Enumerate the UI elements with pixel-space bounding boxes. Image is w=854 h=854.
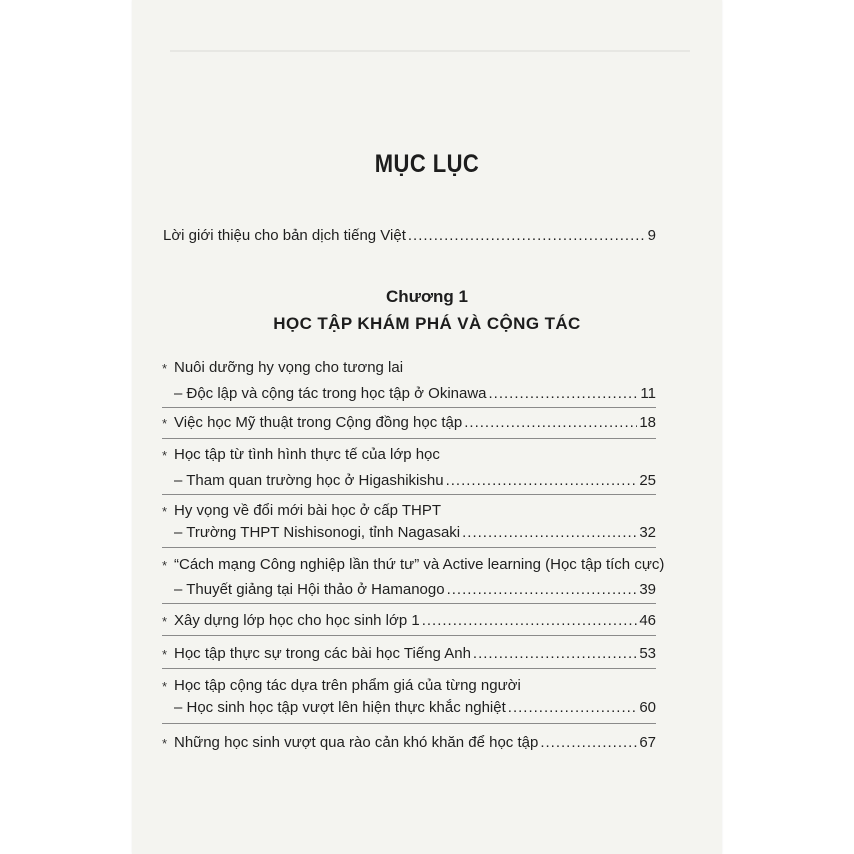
entry-page: 46 [639, 612, 656, 629]
entry-page: 53 [639, 645, 656, 662]
entry-divider [162, 603, 656, 604]
entry-divider [162, 438, 656, 439]
entry-page: 32 [639, 524, 656, 541]
entry-page: 67 [639, 734, 656, 751]
entry-divider [162, 635, 656, 636]
toc-entry-9 [174, 733, 656, 753]
entry-divider [162, 668, 656, 669]
dot-leader [447, 580, 638, 600]
entry-page: 18 [639, 414, 656, 431]
entry-page: 39 [639, 581, 656, 598]
bleed-through-header [170, 50, 690, 52]
toc-entry-7 [174, 644, 656, 664]
toc-entry-4-line2 [174, 523, 656, 543]
toc-entry-2 [174, 413, 656, 433]
entry-title: Những học sinh vượt qua rào cản khó khăn để học tập [174, 734, 539, 751]
bullet-icon: * [162, 679, 168, 694]
entry-subtitle: – Học sinh học tập vượt lên hiện thực khắc nghiệt [174, 699, 506, 716]
toc-entry-1-line1: Nuôi dưỡng hy vọng cho tương lai [174, 359, 404, 376]
entry-divider [162, 407, 656, 408]
dot-leader [489, 384, 639, 404]
entry-page: 11 [640, 385, 656, 402]
dot-leader [462, 523, 637, 543]
entry-page: 25 [639, 472, 656, 489]
preface-entry [163, 226, 656, 246]
entry-title: Việc học Mỹ thuật trong Cộng đồng học tập [174, 414, 463, 431]
toc-entry-5-line1: “Cách mạng Công nghiệp lần thứ tư” và Active learning (Học tập tích cực) [174, 556, 665, 573]
toc-entry-3-line1: Học tập từ tình hình thực tế của lớp học [174, 446, 440, 463]
bullet-icon: * [162, 647, 168, 662]
entry-subtitle: – Thuyết giảng tại Hội thảo ở Hamanogo [174, 581, 445, 598]
dot-leader [446, 471, 638, 491]
bullet-icon: * [162, 361, 168, 376]
entry-title: Học tập thực sự trong các bài học Tiếng Anh [174, 645, 471, 662]
preface-page: 9 [647, 227, 656, 244]
toc-entry-1-line2 [174, 384, 656, 404]
bullet-icon: * [162, 558, 168, 573]
chapter-number: Chương 1 [385, 287, 468, 306]
toc-entry-5-line2 [174, 580, 656, 600]
toc-title: MỤC LỤC [374, 150, 480, 178]
entry-page: 60 [639, 699, 656, 716]
bullet-icon: * [162, 614, 168, 629]
entry-divider [162, 547, 656, 548]
preface-label: Lời giới thiệu cho bản dịch tiếng Việt [163, 227, 406, 244]
toc-entry-3-line2 [174, 471, 656, 491]
toc-entry-8-line2 [174, 698, 656, 718]
toc-entry-4-line1: Hy vọng về đổi mới bài học ở cấp THPT [174, 502, 442, 519]
entry-divider [162, 494, 656, 495]
dot-leader [464, 413, 637, 433]
bullet-icon: * [162, 448, 168, 463]
entry-subtitle: – Trường THPT Nishisonogi, tỉnh Nagasaki [174, 524, 461, 541]
toc-entry-8-line1: Học tập cộng tác dựa trên phẩm giá của từng người [174, 677, 521, 694]
bullet-icon: * [162, 416, 168, 431]
bullet-icon: * [162, 504, 168, 519]
dot-leader [408, 226, 646, 246]
bullet-icon: * [162, 736, 168, 751]
dot-leader [473, 644, 637, 664]
dot-leader [422, 611, 638, 631]
toc-entry-6 [174, 611, 656, 631]
dot-leader [508, 698, 638, 718]
entry-divider [162, 723, 656, 724]
dot-leader [540, 733, 637, 753]
chapter-title: HỌC TẬP KHÁM PHÁ VÀ CỘNG TÁC [273, 314, 581, 333]
entry-subtitle: – Độc lập và cộng tác trong học tập ở Okinawa [174, 385, 487, 402]
entry-subtitle: – Tham quan trường học ở Higashikishu [174, 472, 444, 489]
entry-title: Xây dựng lớp học cho học sinh lớp 1 [174, 612, 420, 629]
